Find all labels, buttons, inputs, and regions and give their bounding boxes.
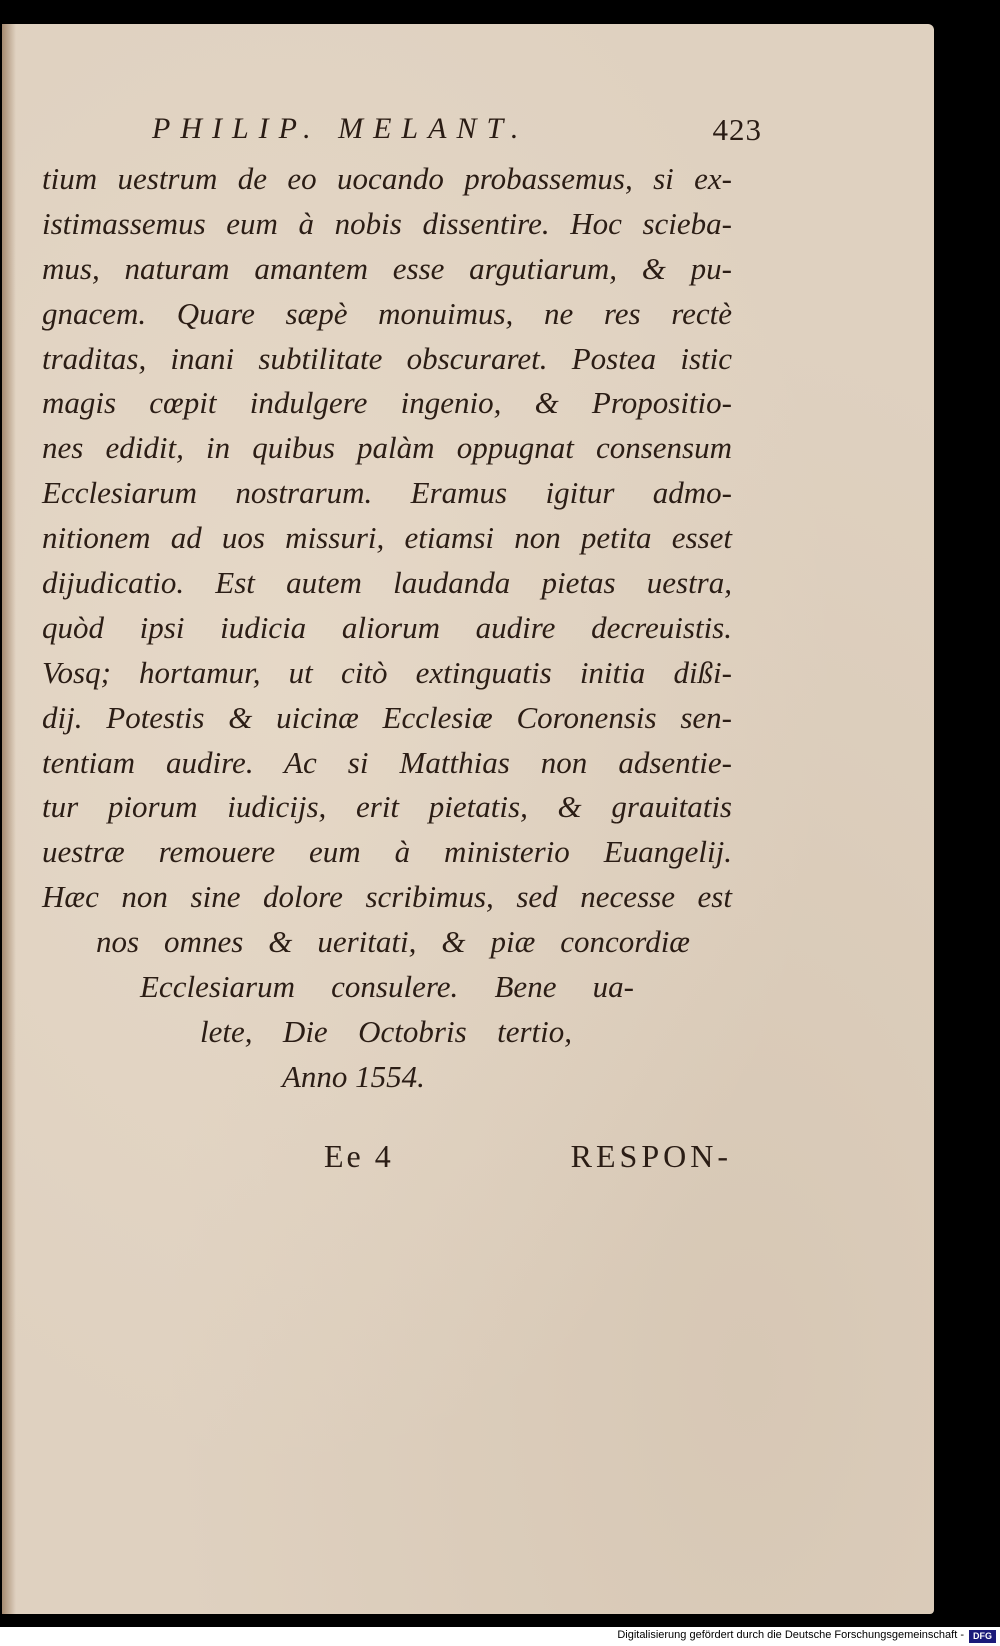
text-line: magis cœpit indulgere ingenio, & Propositio-: [42, 385, 732, 421]
catchword: RESPON-: [570, 1138, 732, 1174]
text-line: traditas, inani subtilitate obscuraret. Postea istic: [42, 340, 732, 376]
text-line: quòd ipsi iudicia aliorum audire decreuistis.: [42, 609, 732, 645]
book-page: [2, 24, 934, 1614]
text-line: Ecclesiarum consulere. Bene ua-: [140, 969, 634, 1005]
signature-line: [324, 1138, 732, 1188]
text-line: nitionem ad uos missuri, etiamsi non petita esset: [42, 520, 732, 556]
text-line: nos omnes & ueritati, & piæ concordiæ: [96, 924, 690, 960]
funding-credit: Digitalisierung gefördert durch die Deutsche Forschungsgemeinschaft -: [617, 1629, 964, 1641]
text-line: gnacem. Quare sæpè monuimus, ne res rectè: [42, 295, 732, 331]
body-text: [42, 157, 732, 1100]
footer-bar: [0, 1627, 1000, 1646]
page-gutter: [2, 24, 16, 1614]
text-line: tur piorum iudicijs, erit pietatis, & grauitatis: [42, 789, 732, 825]
signature-mark: Ee 4: [324, 1138, 394, 1174]
running-head: [152, 112, 762, 152]
text-line: lete, Die Octobris tertio,: [200, 1013, 572, 1049]
text-line: Anno 1554.: [282, 1058, 425, 1094]
text-line: dijudicatio. Est autem laudanda pietas uestra,: [42, 565, 732, 601]
text-line: nes edidit, in quibus palàm oppugnat consensum: [42, 430, 732, 466]
text-line: istimassemus eum à nobis dissentire. Hoc sciebа-: [42, 205, 732, 241]
text-line: mus, naturam amantem esse argutiarum, & pu-: [42, 250, 732, 286]
running-title: PHILIP. MELANT.: [152, 112, 529, 145]
text-line: Vosq; hortamur, ut citò extinguatis initia dißi-: [42, 654, 732, 690]
text-line: dij. Potestis & uicinæ Ecclesiæ Coronensis sen-: [42, 699, 732, 735]
text-line: tentiam audire. Ac si Matthias non adsentie-: [42, 744, 732, 780]
page-number: 423: [712, 112, 762, 147]
text-line: Ecclesiarum nostrarum. Eramus igitur admo-: [42, 475, 732, 511]
text-line: uestræ remouere eum à ministerio Euangelij.: [42, 834, 732, 870]
text-line: tium uestrum de eo uocando probassemus, si ex-: [42, 161, 732, 196]
dfg-logo: DFG: [969, 1630, 996, 1643]
text-line: Hæc non sine dolore scribimus, sed necesse est: [42, 879, 732, 915]
